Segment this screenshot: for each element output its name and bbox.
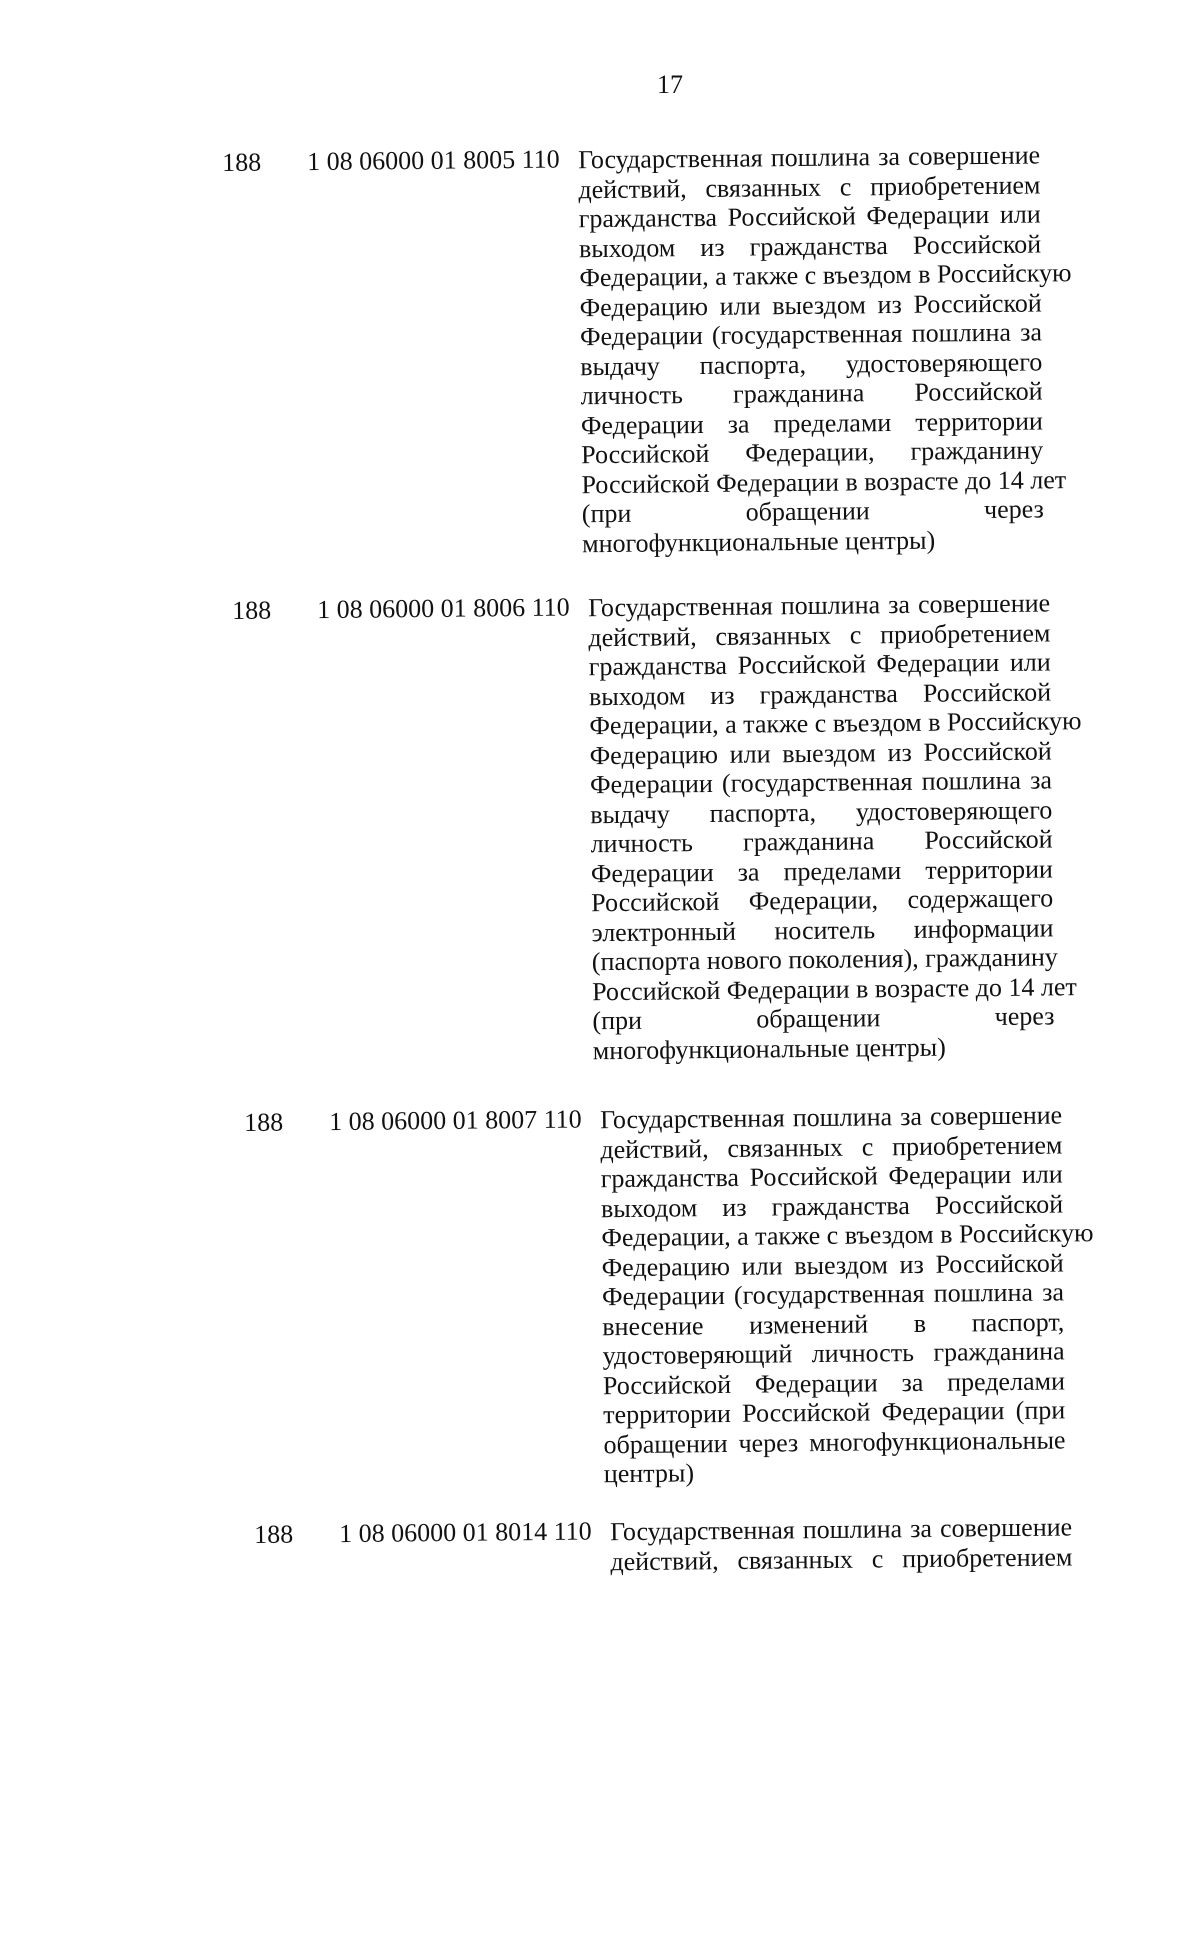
description-line: внесение изменений в паспорт,	[602, 1306, 1065, 1341]
description-line: гражданства Российской Федерации или	[578, 199, 1041, 234]
description-line: Российской Федерации за пределами	[602, 1365, 1066, 1400]
description-line: действий, связанных с приобретением	[578, 169, 1041, 204]
description-line: Российской Федерации в возрасте до 14 лет	[581, 464, 1067, 499]
description-line: гражданства Российской Федерации или	[588, 647, 1051, 682]
administrator-code: 188	[221, 147, 262, 177]
description-line: центры)	[603, 1458, 695, 1489]
description-line: обращении через многофункциональные	[603, 1424, 1066, 1459]
description-line: Федерации за пределами территории	[580, 405, 1044, 440]
description-line: Российской Федерации, гражданину	[581, 435, 1044, 470]
page-number: 17	[657, 70, 683, 99]
budget-classification-code: 1 08 06000 01 8007 110	[328, 1104, 582, 1137]
administrator-code: 188	[243, 1107, 284, 1137]
description-line: Государственная пошлина за совершение	[609, 1512, 1073, 1547]
description-line: действий, связанных с приобретением	[610, 1541, 1073, 1576]
budget-classification-code: 1 08 06000 01 8006 110	[316, 592, 570, 625]
description-line: действий, связанных с приобретением	[588, 617, 1051, 652]
budget-classification-code: 1 08 06000 01 8014 110	[338, 1516, 592, 1549]
description-line: Федерации (государственная пошлина за	[601, 1277, 1065, 1312]
description-line: выходом из гражданства Российской	[578, 228, 1042, 263]
description-line: многофункциональные центры)	[592, 1032, 946, 1065]
description-line: Федерации (государственная пошлина за	[589, 765, 1053, 800]
budget-classification-code: 1 08 06000 01 8005 110	[306, 144, 560, 177]
description-line: личность гражданина Российской	[580, 376, 1043, 411]
administrator-code: 188	[253, 1519, 294, 1549]
description-line: Федерации (государственная пошлина за	[579, 317, 1043, 352]
description-line: Государственная пошлина за совершение	[577, 140, 1041, 175]
description-line: Федерацию или выездом из Российской	[579, 287, 1042, 322]
description-line: электронный носитель информации	[591, 912, 1054, 947]
fee-entry	[254, 1511, 1200, 1941]
description-line: выходом из гражданства Российской	[600, 1188, 1064, 1223]
description-line: многофункциональные центры)	[581, 525, 936, 558]
description-line: выдачу паспорта, удостоверяющего	[590, 794, 1053, 829]
description-line: личность гражданина Российской	[590, 824, 1053, 859]
description-line: Федерацию или выездом из Российской	[589, 735, 1052, 770]
description-line: Российской Федерации в возрасте до 14 лет	[591, 971, 1077, 1006]
fee-description	[610, 1512, 1073, 1576]
description-line: выдачу паспорта, удостоверяющего	[580, 346, 1043, 381]
description-line: Федерации, а также с въездом в Российскую	[601, 1218, 1094, 1253]
description-line: (при обращении через	[581, 494, 1044, 529]
description-line: Федерации за пределами территории	[590, 853, 1054, 888]
description-line: Федерации, а также с въездом в Российскую	[579, 258, 1072, 293]
administrator-code: 188	[231, 595, 272, 625]
description-line: (при обращении через	[592, 1001, 1055, 1036]
description-line: территории Российской Федерации (при	[603, 1395, 1066, 1430]
description-line: Государственная пошлина за совершение	[599, 1100, 1063, 1135]
description-line: удостоверяющий личность гражданина	[602, 1336, 1065, 1371]
description-line: выходом из гражданства Российской	[588, 676, 1052, 711]
fee-description	[577, 140, 1072, 558]
description-line: гражданства Российской Федерации или	[600, 1159, 1063, 1194]
description-line: действий, связанных с приобретением	[600, 1129, 1063, 1164]
fee-entry	[244, 1099, 1200, 1529]
description-line: Федерацию или выездом из Российской	[601, 1247, 1064, 1282]
fee-entry	[222, 139, 1200, 569]
description-line: (паспорта нового поколения), гражданину	[591, 942, 1058, 977]
description-line: Государственная пошлина за совершение	[587, 588, 1051, 623]
fee-entry	[231, 587, 1200, 1065]
fee-description	[599, 1100, 1094, 1489]
description-line: Российской Федерации, содержащего	[591, 883, 1054, 918]
description-line: Федерации, а также с въездом в Российскую	[589, 706, 1082, 741]
fee-description	[587, 588, 1082, 1065]
